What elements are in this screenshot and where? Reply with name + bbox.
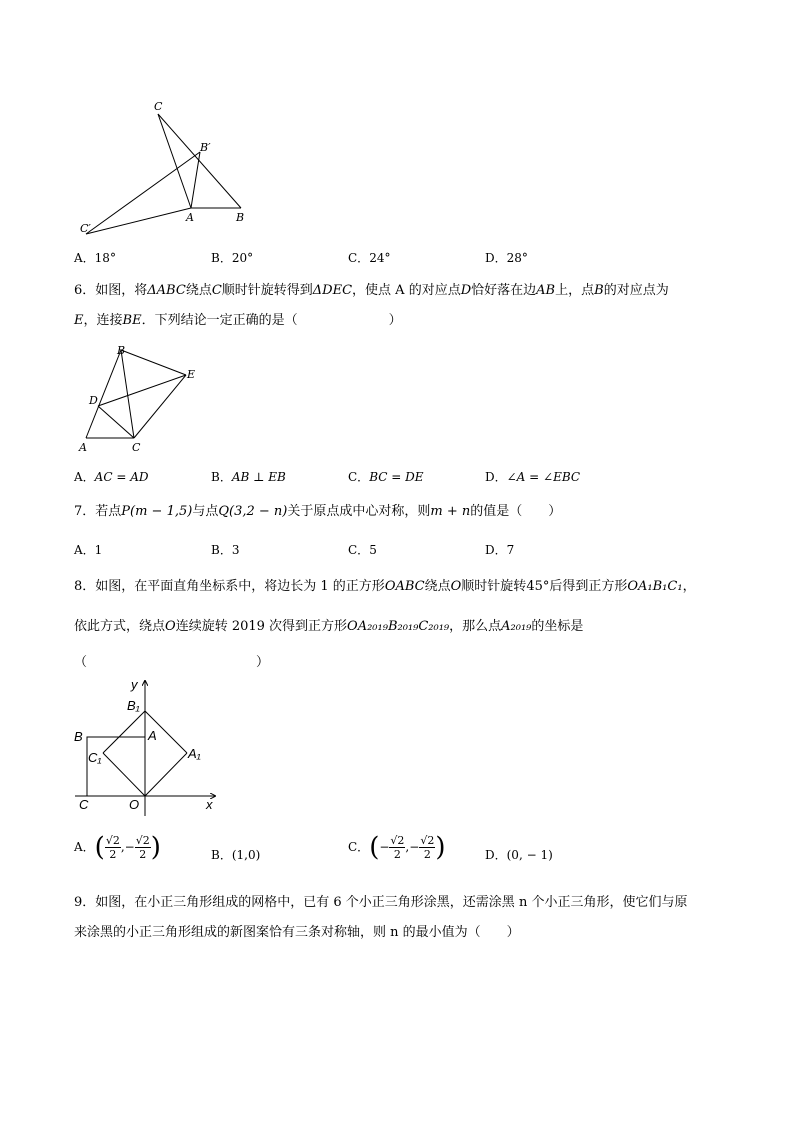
option-text: 18° xyxy=(94,251,116,265)
math: ΔDEC xyxy=(312,283,353,298)
numerator: √2 xyxy=(135,834,150,847)
denominator: 2 xyxy=(109,848,117,861)
q7-option-b xyxy=(211,541,239,559)
math: AB xyxy=(536,283,556,298)
q6-label-c: C xyxy=(132,441,141,454)
q8-label-y: y xyxy=(131,677,138,692)
text: 绕点 xyxy=(185,283,212,298)
option-label: A． xyxy=(74,543,95,557)
q6-option-b xyxy=(211,468,286,486)
option-label: C． xyxy=(348,470,370,484)
option-text: 3 xyxy=(231,543,240,557)
fraction xyxy=(389,834,405,861)
fraction xyxy=(419,834,435,861)
text: 连续旋转 2019 次得到正方形 xyxy=(175,619,348,634)
text: 的对应点为 xyxy=(603,283,669,298)
option-label: B． xyxy=(211,470,232,484)
q8-label-x: x xyxy=(206,797,213,812)
numerator: √2 xyxy=(390,834,405,847)
fraction xyxy=(105,834,121,861)
text: 与点 xyxy=(192,504,219,519)
option-label: B． xyxy=(211,848,232,862)
q5-label-b-prime: B′ xyxy=(200,141,211,154)
text: ，连接 xyxy=(83,313,123,328)
minus-sign: − xyxy=(379,840,390,854)
math: O xyxy=(450,579,462,594)
q7-option-a xyxy=(74,541,102,559)
q5-label-c-prime: C′ xyxy=(80,222,91,235)
math: A₂₀₁₉ xyxy=(501,619,532,634)
option-text: ∠A = ∠EBC xyxy=(506,470,581,484)
math: BE xyxy=(122,313,142,328)
q6-option-d xyxy=(485,468,580,486)
q8-label-b1: B₁ xyxy=(127,698,140,713)
text: 8．如图，在平面直角坐标系中，将边长为 1 的正方形 xyxy=(74,579,385,594)
option-text: (0, − 1) xyxy=(506,848,553,862)
text: 的值是（ ） xyxy=(470,504,562,519)
q8-figure xyxy=(70,676,230,821)
q5-figure xyxy=(76,96,276,246)
q8-option-a xyxy=(74,834,161,861)
text: （ ） xyxy=(74,655,270,670)
text: 7．若点 xyxy=(74,504,122,519)
option-label: D． xyxy=(485,470,507,484)
q7-option-d xyxy=(485,541,514,559)
q8-option-c xyxy=(348,834,445,861)
q5-label-a: A xyxy=(186,211,194,224)
text: 的坐标是 xyxy=(531,619,584,634)
q6-label-d: D xyxy=(89,394,98,407)
option-label: D． xyxy=(485,251,507,265)
q8-label-c1: C₁ xyxy=(88,750,102,765)
q5-label-c: C xyxy=(154,100,163,113)
text: 6．如图，将 xyxy=(74,283,148,298)
math: O xyxy=(165,619,176,634)
math: m + n xyxy=(430,504,471,519)
q8-option-d xyxy=(485,846,553,864)
text: 绕点 xyxy=(424,579,451,594)
q6-label-a: A xyxy=(79,441,87,454)
text: 依此方式，绕点 xyxy=(74,619,166,634)
q8-label-o: O xyxy=(129,797,140,812)
text: 来涂黑的小正三角形组成的新图案恰有三条对称轴，则 n 的最小值为（ ） xyxy=(74,925,520,940)
option-text: 20° xyxy=(231,251,254,265)
minus-sign: − xyxy=(409,840,420,854)
left-paren: ( xyxy=(94,832,105,863)
text: ．下列结论一定正确的是（ ） xyxy=(141,313,402,328)
text: 顺时针旋转得到 xyxy=(221,283,313,298)
text: 顺时针旋转 xyxy=(461,579,527,594)
minus-sign: − xyxy=(124,840,135,854)
math: OABC xyxy=(384,579,425,594)
math: D xyxy=(460,283,472,298)
option-label: C． xyxy=(348,840,370,854)
option-text: 1 xyxy=(94,543,103,557)
q5-option-a xyxy=(74,249,116,267)
option-label: A． xyxy=(74,840,95,854)
q8-option-b xyxy=(211,846,260,864)
option-label: A． xyxy=(74,470,95,484)
math: 45° xyxy=(526,579,550,594)
math: P(m − 1,5) xyxy=(121,504,193,519)
fraction xyxy=(135,834,151,861)
q8-question-line3 xyxy=(74,654,269,672)
right-paren: ) xyxy=(150,832,161,863)
q6-label-e: E xyxy=(187,368,196,381)
q6-label-b: B xyxy=(117,344,126,357)
right-paren: ) xyxy=(435,832,446,863)
option-label: C． xyxy=(348,543,370,557)
q8-label-a: A xyxy=(148,728,157,743)
q8-label-c: C xyxy=(79,797,89,812)
q5-option-d xyxy=(485,249,528,267)
q8-question-line1 xyxy=(74,578,696,596)
text: 9．如图，在小正三角形组成的网格中，已有 6 个小正三角形涂黑，还需涂黑 n 个小正三角形，使它们与原 xyxy=(74,895,688,910)
math: E xyxy=(74,313,84,328)
denominator: 2 xyxy=(423,848,431,861)
numerator: √2 xyxy=(105,834,120,847)
q9-question-line2 xyxy=(74,924,520,942)
option-label: A． xyxy=(74,251,95,265)
option-text: (1,0) xyxy=(231,848,261,862)
text: 关于原点成中心对称，则 xyxy=(287,504,431,519)
comma: , xyxy=(405,840,410,854)
q6-question-line1 xyxy=(74,282,669,300)
option-text: 7 xyxy=(506,543,515,557)
q6-question-line2 xyxy=(74,312,402,330)
q9-question-line1 xyxy=(74,894,687,912)
option-label: C． xyxy=(348,251,370,265)
option-text: 28° xyxy=(506,251,528,265)
left-paren: ( xyxy=(369,832,380,863)
q8-label-a1: A₁ xyxy=(188,746,201,761)
q8-question-line2 xyxy=(74,618,583,636)
math: C xyxy=(211,283,222,298)
denominator: 2 xyxy=(393,848,401,861)
comma: , xyxy=(120,840,125,854)
option-text: AB ⊥ EB xyxy=(231,470,286,484)
q6-figure xyxy=(76,340,206,455)
math: Q(3,2 − n) xyxy=(218,504,288,519)
math: OA₂₀₁₉B₂₀₁₉C₂₀₁₉ xyxy=(347,619,450,634)
numerator: √2 xyxy=(420,834,435,847)
text: ，那么点 xyxy=(449,619,502,634)
option-label: D． xyxy=(485,543,507,557)
q5-option-c xyxy=(348,249,390,267)
text: 恰好落在边 xyxy=(471,283,537,298)
math: ΔABC xyxy=(147,283,186,298)
math: OA₁B₁C₁ xyxy=(627,579,683,594)
text: ， xyxy=(682,579,696,594)
option-label: B． xyxy=(211,251,232,265)
text: 后得到正方形 xyxy=(549,579,628,594)
q5-label-b: B xyxy=(236,211,245,224)
q5-option-b xyxy=(211,249,253,267)
q6-option-c xyxy=(348,468,423,486)
option-text: BC = DE xyxy=(369,470,424,484)
option-label: D． xyxy=(485,848,507,862)
option-text: 5 xyxy=(369,543,377,557)
option-label: B． xyxy=(211,543,232,557)
text: 上，点 xyxy=(555,283,595,298)
math: B xyxy=(594,283,604,298)
q7-question xyxy=(74,503,561,521)
text: ，使点 A 的对应点 xyxy=(352,283,461,298)
option-text: 24° xyxy=(369,251,391,265)
q7-option-c xyxy=(348,541,377,559)
denominator: 2 xyxy=(139,848,147,861)
option-text: AC = AD xyxy=(94,470,149,484)
q8-label-b: B xyxy=(74,729,83,744)
q6-option-a xyxy=(74,468,149,486)
